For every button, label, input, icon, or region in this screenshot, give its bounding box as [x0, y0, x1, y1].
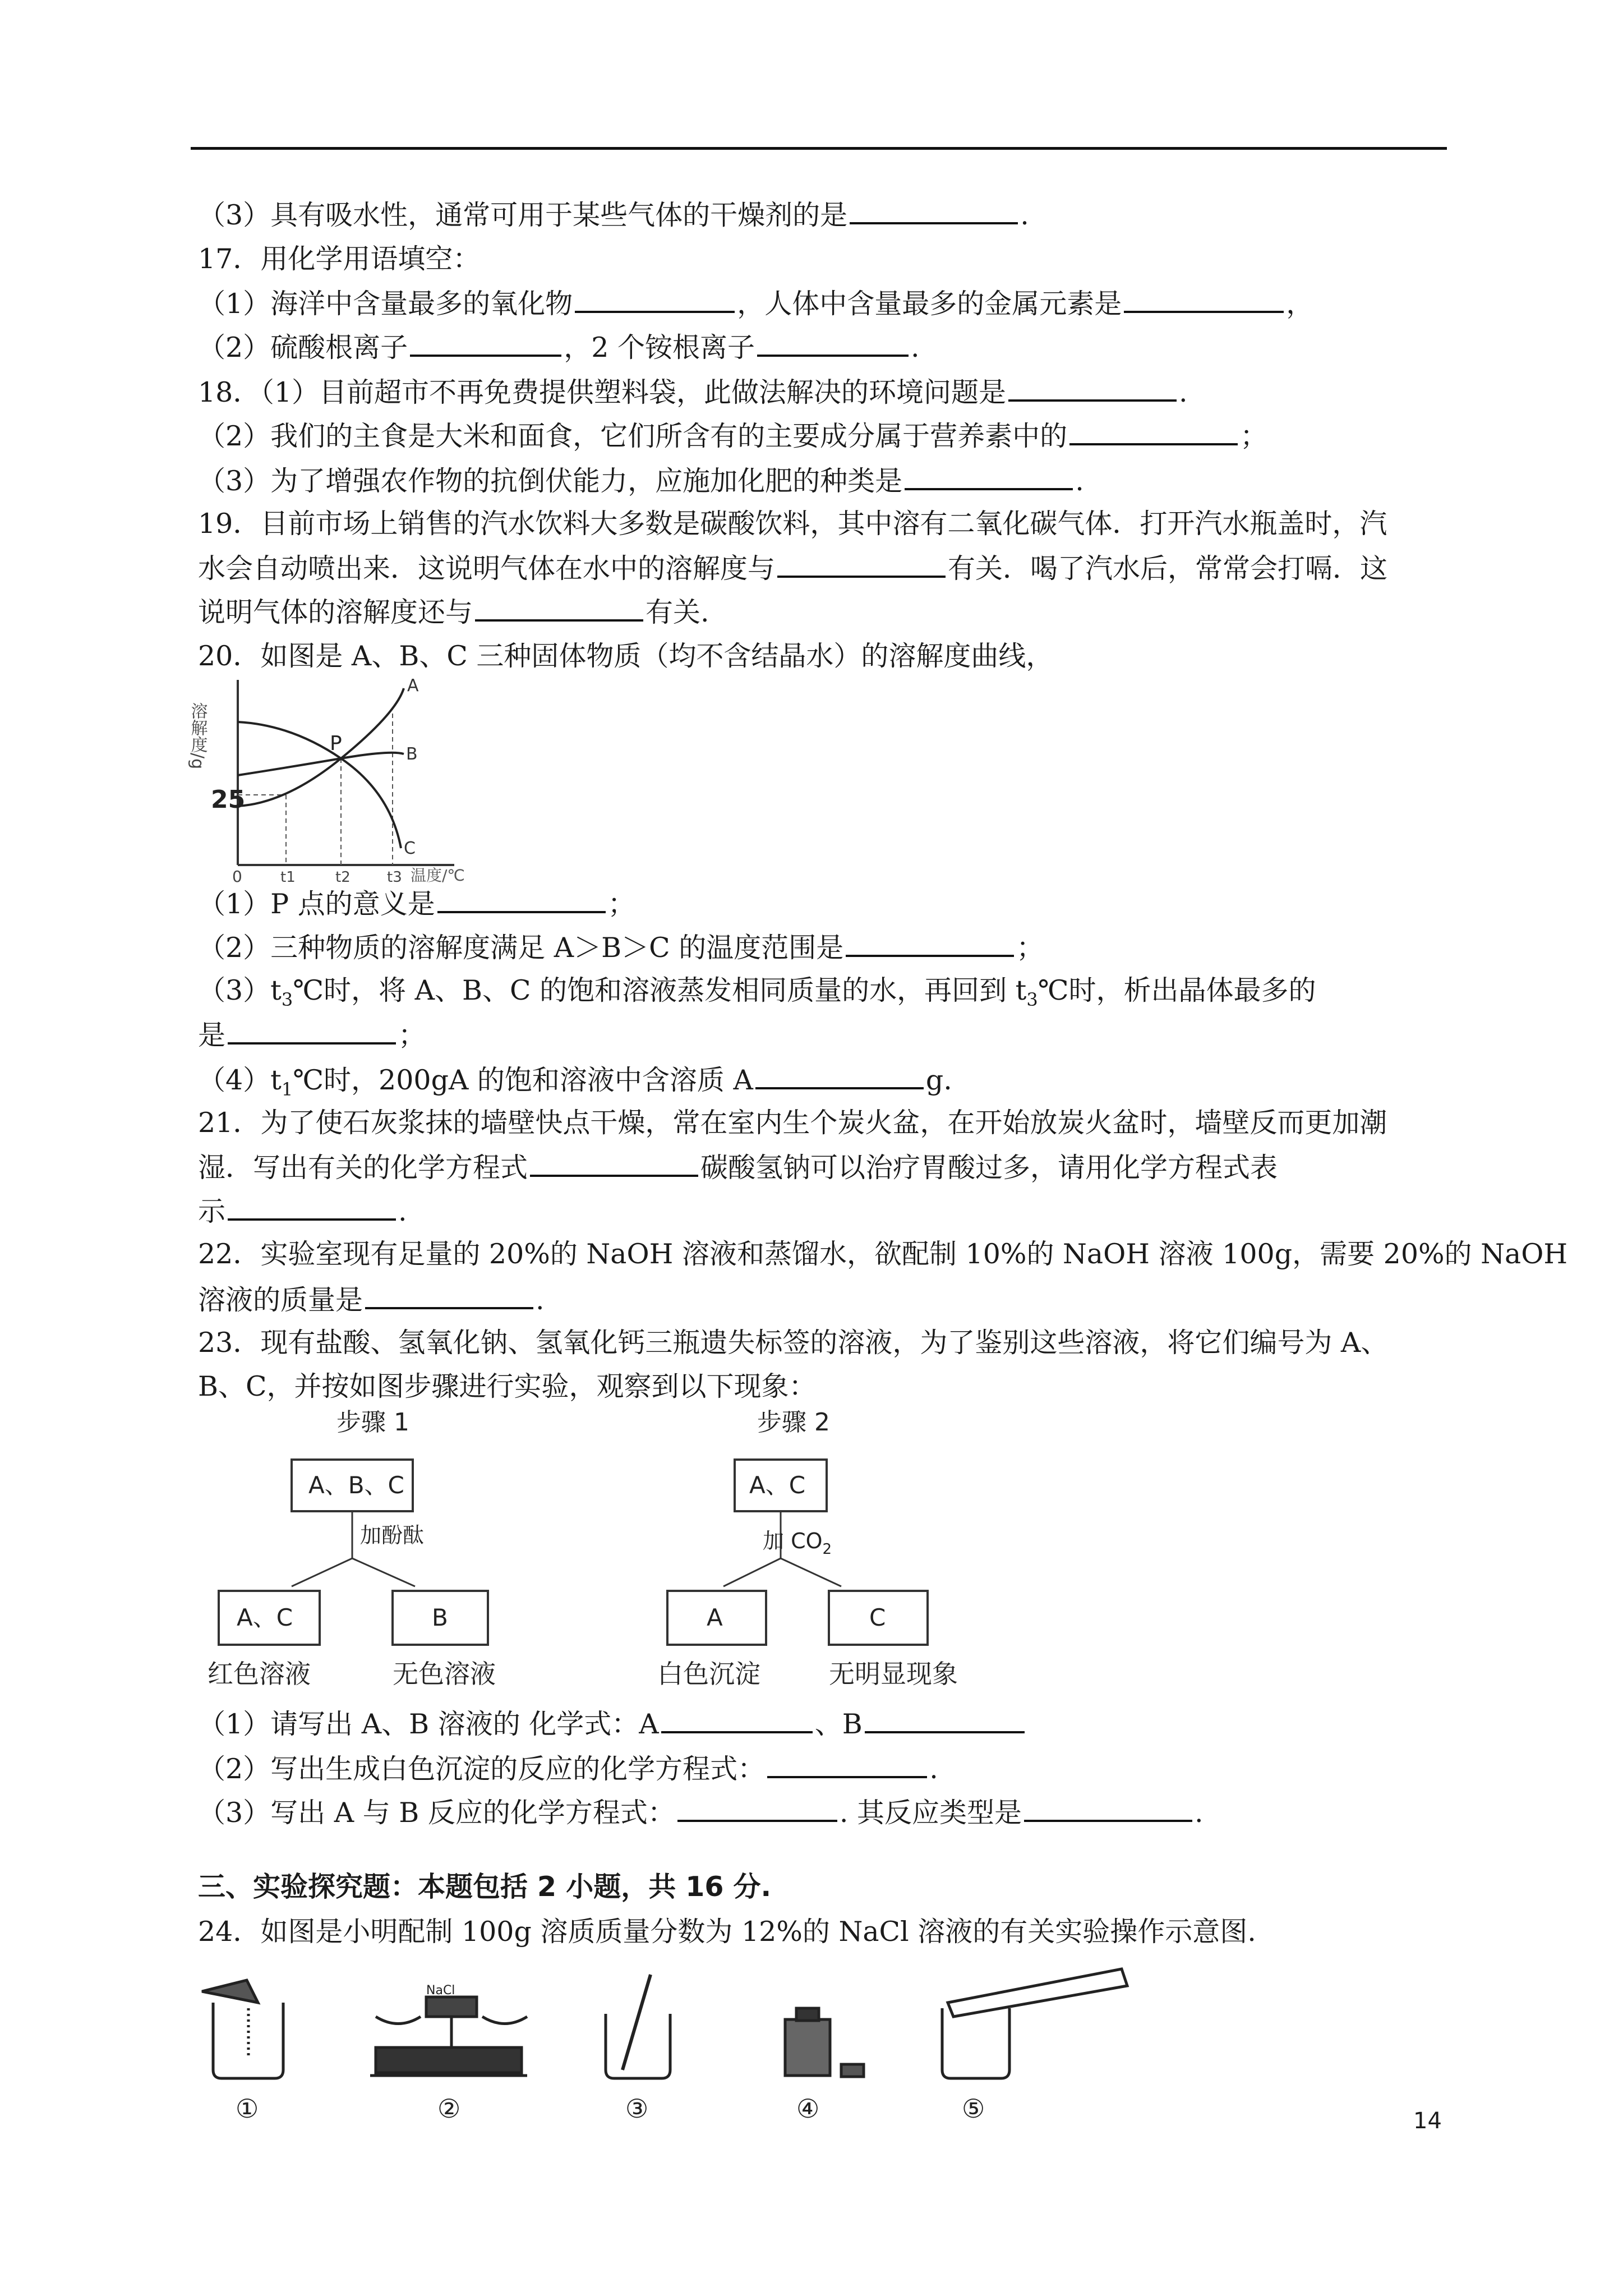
- beaker-5: [942, 2008, 1009, 2078]
- q19-line2: 水会自动喷出来．这说明气体在水中的溶解度与 有关．喝了汽水后，常常会打嗝．这: [198, 551, 1387, 586]
- q20-3-line: $(3)t_3℃$时，将 A、B、C 的饱和溶液蒸发相同质量的水，再回到 $t_3℃$时，析出晶体最多的: [198, 974, 1316, 1010]
- q20-3-line2: 是 ；: [198, 1018, 426, 1052]
- q20-4-line: $(4)t_1℃$时，200gA 的饱和溶液中含溶质 A g.: [198, 1062, 952, 1106]
- answer-blank[interactable]: [677, 1795, 837, 1822]
- glass-rod-icon: [623, 1975, 651, 2070]
- answer-blank[interactable]: [1024, 1795, 1192, 1822]
- balance-icon: [376, 2047, 522, 2073]
- answer-blank[interactable]: [905, 463, 1073, 490]
- answer-blank[interactable]: [475, 595, 643, 622]
- q16-3-line: （3）具有吸水性，通常可用于某些气体的干燥剂的是 .: [198, 197, 1029, 232]
- q18-2-line: （2）我们的主食是大米和面食，它们所含有的主要成分属于营养素中的 ；: [198, 418, 1267, 453]
- q20-1-line: （1）P 点的意义是 ；: [198, 886, 635, 921]
- step2-title: 步骤 2: [757, 1408, 830, 1437]
- nacl-label: NaCl: [426, 1984, 455, 1998]
- label-4: ④: [796, 2093, 820, 2124]
- section-3-heading: 三、实验探究题：本题包括 2 小题，共 16 分.: [198, 1871, 772, 1903]
- q18-1-line: 18．（1）目前超市不再免费提供塑料袋，此做法解决的环境问题是 .: [198, 375, 1188, 409]
- answer-blank[interactable]: [850, 197, 1018, 224]
- answer-blank[interactable]: [661, 1706, 813, 1733]
- curve-b: [238, 753, 404, 775]
- answer-blank[interactable]: [530, 1150, 698, 1177]
- q17-2-line: （2）硫酸根离子 ，2 个铵根离子 .: [198, 330, 920, 365]
- beaker-3: [606, 2014, 670, 2078]
- step1-box-label: A、B、C: [308, 1471, 404, 1499]
- page-number: 14: [1413, 2108, 1442, 2134]
- x-tick-t1: t1: [280, 869, 296, 886]
- q19-line1: 19．目前市场上销售的汽水饮料大多数是碳酸饮料，其中溶有二氧化碳气体．打开汽水瓶盖时，汽: [198, 508, 1387, 540]
- answer-blank[interactable]: [575, 286, 735, 313]
- label-1: ①: [236, 2093, 259, 2124]
- point-p-label: P: [330, 732, 342, 755]
- q21-line1: 21．为了使石灰浆抹的墙壁快点干燥，常在室内生个炭火盆，在开始放炭火盆时，墙壁反而更加潮: [198, 1107, 1387, 1139]
- identification-flowchart: [202, 1408, 1021, 1700]
- y-tick-25: 25: [211, 785, 246, 814]
- step1-right-box-label: B: [432, 1604, 448, 1631]
- curve-a-label: A: [407, 676, 419, 696]
- q23-2-line: （2）写出生成白色沉淀的反应的化学方程式： .: [198, 1751, 938, 1786]
- q22-line1: 22．实验室现有足量的 20%的 NaOH 溶液和蒸馏水，欲配制 10%的 NaOH 溶液 100g，需要 20%的 NaOH: [198, 1238, 1568, 1270]
- label-3: ③: [625, 2093, 649, 2124]
- q23-1-line: （1）请写出 A、B 溶液的 化学式：A 、B: [198, 1706, 1027, 1741]
- x-axis-label: 温度/℃: [411, 866, 465, 885]
- step2-left-box-label: A: [707, 1604, 723, 1631]
- answer-blank[interactable]: [228, 1194, 396, 1221]
- q17-title: 17．用化学用语填空：: [198, 243, 481, 275]
- q17-1-line: （1）海洋中含量最多的氧化物 ，人体中含量最多的金属元素是 ，: [198, 286, 1313, 321]
- q24-line1: 24．如图是小明配制 100g 溶质质量分数为 12%的 NaCl 溶液的有关实验操作示意图.: [198, 1916, 1256, 1948]
- q22-line2: 溶液的质量是 .: [198, 1282, 545, 1317]
- step1-right-note: 无色溶液: [393, 1659, 496, 1689]
- q23-line1: 23．现有盐酸、氢氧化钠、氢氧化钙三瓶遗失标签的溶液，为了鉴别这些溶液，将它们编号为 A、: [198, 1327, 1389, 1359]
- curve-c: [238, 722, 401, 848]
- curve-c-label: C: [404, 839, 416, 858]
- step2-box-label: A、C: [749, 1471, 806, 1499]
- measuring-cylinder-icon: [948, 1969, 1127, 2017]
- answer-blank[interactable]: [865, 1706, 1025, 1733]
- step2-reagent: 加 $CO_2$: [763, 1529, 832, 1558]
- step2-left-note: 白色沉淀: [657, 1659, 760, 1689]
- x-tick-t2: t2: [335, 869, 351, 886]
- answer-blank[interactable]: [767, 1751, 927, 1778]
- answer-blank[interactable]: [1069, 418, 1238, 445]
- step2-right-note: 无明显现象: [829, 1659, 958, 1689]
- answer-blank[interactable]: [777, 551, 946, 578]
- answer-blank[interactable]: [365, 1282, 533, 1309]
- reagent-bottle-icon: [785, 2019, 830, 2076]
- answer-blank[interactable]: [755, 1062, 924, 1089]
- q21-line2: 湿．写出有关的化学方程式 碳酸氢钠可以治疗胃酸过多，请用化学方程式表: [198, 1150, 1278, 1185]
- answer-blank[interactable]: [1008, 375, 1177, 402]
- answer-blank[interactable]: [437, 886, 606, 913]
- answer-blank[interactable]: [846, 930, 1014, 957]
- header-rule: [191, 147, 1447, 150]
- step1-reagent: 加酚酞: [360, 1523, 425, 1548]
- answer-blank[interactable]: [228, 1018, 396, 1045]
- q20-2-line: （2）三种物质的溶解度满足 A＞B＞C 的温度范围是 ；: [198, 930, 1044, 965]
- answer-blank[interactable]: [1124, 286, 1284, 313]
- q23-3-line: （3）写出 A 与 B 反应的化学方程式： . 其反应类型是 .: [198, 1795, 1204, 1830]
- q20-title: 20．如图是 A、B、C 三种固体物质（均不含结晶水）的溶解度曲线，: [198, 640, 1054, 672]
- paper-icon: [202, 1980, 258, 2003]
- label-5: ⑤: [962, 2093, 985, 2124]
- step2-right-box-label: C: [869, 1604, 886, 1631]
- y-axis-label: 溶解度/g: [187, 702, 208, 770]
- step1-left-note: 红色溶液: [208, 1659, 311, 1689]
- label-2: ②: [437, 2093, 461, 2124]
- step1-left-box-label: A、C: [237, 1604, 293, 1631]
- q21-line3: 示 .: [198, 1194, 407, 1228]
- q18-3-line: （3）为了增强农作物的抗倒伏能力，应施加化肥的种类是 .: [198, 463, 1084, 498]
- q19-line3: 说明气体的溶解度还与 有关.: [198, 595, 709, 629]
- answer-blank[interactable]: [757, 330, 909, 357]
- answer-blank[interactable]: [410, 330, 561, 357]
- q23-line2: B、C，并按如图步骤进行实验，观察到以下现象：: [198, 1370, 817, 1402]
- x-tick-t3: t3: [387, 869, 402, 886]
- step1-title: 步骤 1: [336, 1408, 409, 1437]
- solubility-chart: [187, 669, 482, 886]
- curve-b-label: B: [406, 744, 418, 764]
- lab-operations-figure: [191, 1963, 1144, 2132]
- origin-label: 0: [232, 867, 242, 886]
